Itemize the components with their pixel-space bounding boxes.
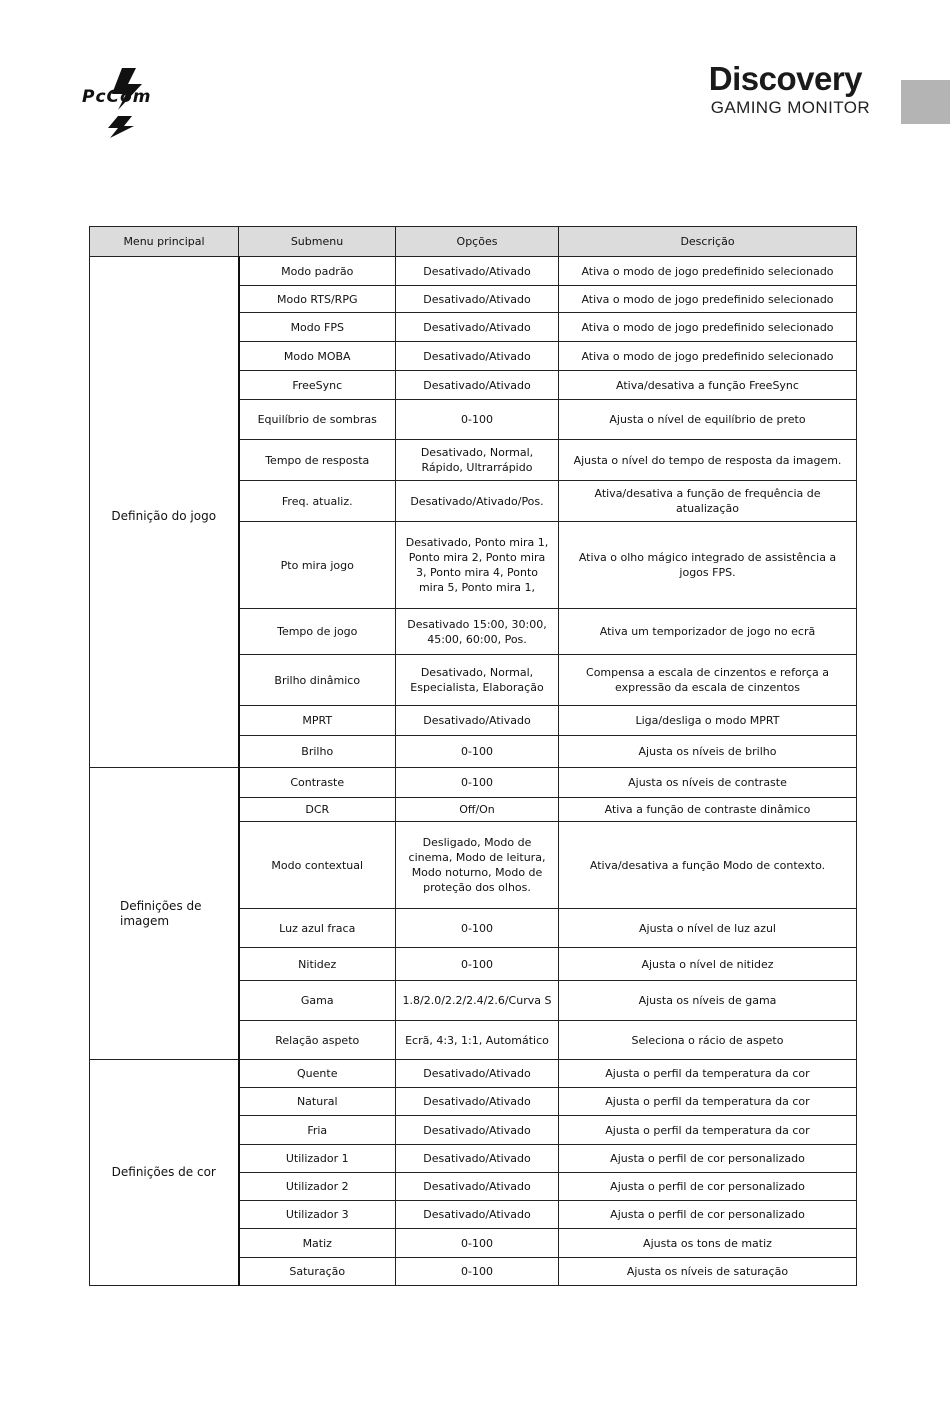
table-header-row (90, 227, 857, 257)
header-description: Descrição (559, 227, 857, 257)
options-cell: Desativado/Ativado (396, 342, 559, 371)
header-main-menu: Menu principal (90, 227, 239, 257)
options-cell: Desativado 15:00, 30:00, 45:00, 60:00, Pos. (396, 609, 559, 655)
submenu-cell: Pto mira jogo (239, 522, 396, 609)
options-cell: 0-100 (396, 400, 559, 440)
submenu-cell: Matiz (239, 1229, 396, 1258)
description-cell: Ativa o modo de jogo predefinido selecionado (559, 257, 857, 286)
submenu-cell: Quente (239, 1060, 396, 1088)
submenu-cell: Saturação (239, 1258, 396, 1286)
options-cell: 1.8/2.0/2.2/2.4/2.6/Curva S (396, 981, 559, 1021)
description-cell: Ajusta o nível de nitidez (559, 948, 857, 981)
svg-text:PcCom: PcCom (82, 87, 152, 107)
description-cell: Compensa a escala de cinzentos e reforça a expressão da escala de cinzentos (559, 655, 857, 706)
options-cell: 0-100 (396, 1229, 559, 1258)
options-cell: Ecrã, 4:3, 1:1, Automático (396, 1021, 559, 1060)
description-cell: Ajusta os níveis de contraste (559, 768, 857, 798)
description-cell: Ajusta o perfil de cor personalizado (559, 1145, 857, 1173)
table-row (90, 1060, 857, 1088)
description-cell: Ajusta o nível do tempo de resposta da imagem. (559, 440, 857, 481)
submenu-cell: MPRT (239, 706, 396, 736)
submenu-cell: Nitidez (239, 948, 396, 981)
options-cell: Desativado/Ativado (396, 1116, 559, 1145)
description-cell: Ajusta os níveis de saturação (559, 1258, 857, 1286)
submenu-cell: Modo MOBA (239, 342, 396, 371)
options-cell: 0-100 (396, 768, 559, 798)
description-cell: Ativa o modo de jogo predefinido selecionado (559, 286, 857, 313)
submenu-cell: Utilizador 2 (239, 1173, 396, 1201)
options-cell: 0-100 (396, 1258, 559, 1286)
submenu-cell: Tempo de resposta (239, 440, 396, 481)
brand-subtitle: GAMING MONITOR (710, 98, 870, 117)
options-cell: Desativado, Ponto mira 1, Ponto mira 2, Ponto mira 3, Ponto mira 4, Ponto mira 5, Ponto mira 1, (396, 522, 559, 609)
description-cell: Ativa/desativa a função FreeSync (559, 371, 857, 400)
osd-menu-table (89, 226, 857, 1286)
options-cell: 0-100 (396, 736, 559, 768)
options-cell: Off/On (396, 798, 559, 822)
options-cell: 0-100 (396, 909, 559, 948)
submenu-cell: Utilizador 1 (239, 1145, 396, 1173)
description-cell: Seleciona o rácio de aspeto (559, 1021, 857, 1060)
description-cell: Ativa um temporizador de jogo no ecrã (559, 609, 857, 655)
description-cell: Ativa/desativa a função de frequência de atualização (559, 481, 857, 522)
brand-title: Discovery (708, 60, 863, 97)
description-cell: Ajusta os níveis de gama (559, 981, 857, 1021)
options-cell: Desativado, Normal, Especialista, Elaboração (396, 655, 559, 706)
submenu-cell: Modo FPS (239, 313, 396, 342)
description-cell: Liga/desliga o modo MPRT (559, 706, 857, 736)
description-cell: Ativa a função de contraste dinâmico (559, 798, 857, 822)
options-cell: Desativado/Ativado (396, 1201, 559, 1229)
options-cell: Desativado/Ativado (396, 257, 559, 286)
description-cell: Ajusta os tons de matiz (559, 1229, 857, 1258)
description-cell: Ajusta o perfil da temperatura da cor (559, 1116, 857, 1145)
header-submenu: Submenu (239, 227, 396, 257)
main-menu-cell: Definição do jogo (90, 257, 239, 768)
submenu-cell: FreeSync (239, 371, 396, 400)
description-cell: Ajusta o perfil de cor personalizado (559, 1173, 857, 1201)
submenu-cell: Utilizador 3 (239, 1201, 396, 1229)
submenu-cell: Relação aspeto (239, 1021, 396, 1060)
submenu-cell: Natural (239, 1088, 396, 1116)
submenu-cell: Contraste (239, 768, 396, 798)
options-cell: Desativado/Ativado (396, 1173, 559, 1201)
options-cell: Desativado/Ativado/Pos. (396, 481, 559, 522)
description-cell: Ajusta o perfil da temperatura da cor (559, 1088, 857, 1116)
main-menu-cell: Definições de imagem (90, 768, 239, 1060)
submenu-cell: DCR (239, 798, 396, 822)
description-cell: Ativa/desativa a função Modo de contexto. (559, 822, 857, 909)
options-cell: Desativado/Ativado (396, 1145, 559, 1173)
options-cell: Desativado/Ativado (396, 1088, 559, 1116)
submenu-cell: Modo contextual (239, 822, 396, 909)
options-cell: Desativado/Ativado (396, 371, 559, 400)
submenu-cell: Tempo de jogo (239, 609, 396, 655)
submenu-cell: Fria (239, 1116, 396, 1145)
submenu-cell: Brilho (239, 736, 396, 768)
submenu-cell: Luz azul fraca (239, 909, 396, 948)
options-cell: Desativado/Ativado (396, 706, 559, 736)
description-cell: Ajusta o perfil da temperatura da cor (559, 1060, 857, 1088)
description-cell: Ajusta o nível de equilíbrio de preto (559, 400, 857, 440)
options-cell: Desativado/Ativado (396, 286, 559, 313)
submenu-cell: Modo padrão (239, 257, 396, 286)
table-body (90, 257, 857, 1286)
submenu-cell: Equilíbrio de sombras (239, 400, 396, 440)
pccom-logo (78, 66, 176, 138)
options-cell: Desligado, Modo de cinema, Modo de leitura, Modo noturno, Modo de proteção dos olhos. (396, 822, 559, 909)
table-row (90, 257, 857, 286)
options-cell: 0-100 (396, 948, 559, 981)
options-cell: Desativado, Normal, Rápido, Ultrarrápido (396, 440, 559, 481)
submenu-cell: Gama (239, 981, 396, 1021)
side-tab (901, 80, 950, 124)
submenu-cell: Brilho dinâmico (239, 655, 396, 706)
options-cell: Desativado/Ativado (396, 313, 559, 342)
description-cell: Ajusta os níveis de brilho (559, 736, 857, 768)
description-cell: Ativa o modo de jogo predefinido selecionado (559, 342, 857, 371)
description-cell: Ajusta o perfil de cor personalizado (559, 1201, 857, 1229)
description-cell: Ajusta o nível de luz azul (559, 909, 857, 948)
submenu-cell: Freq. atualiz. (239, 481, 396, 522)
brand-block (709, 62, 870, 118)
submenu-cell: Modo RTS/RPG (239, 286, 396, 313)
table-row (90, 768, 857, 798)
options-cell: Desativado/Ativado (396, 1060, 559, 1088)
main-menu-cell: Definições de cor (90, 1060, 239, 1286)
header-options: Opções (396, 227, 559, 257)
description-cell: Ativa o olho mágico integrado de assistência a jogos FPS. (559, 522, 857, 609)
description-cell: Ativa o modo de jogo predefinido selecionado (559, 313, 857, 342)
